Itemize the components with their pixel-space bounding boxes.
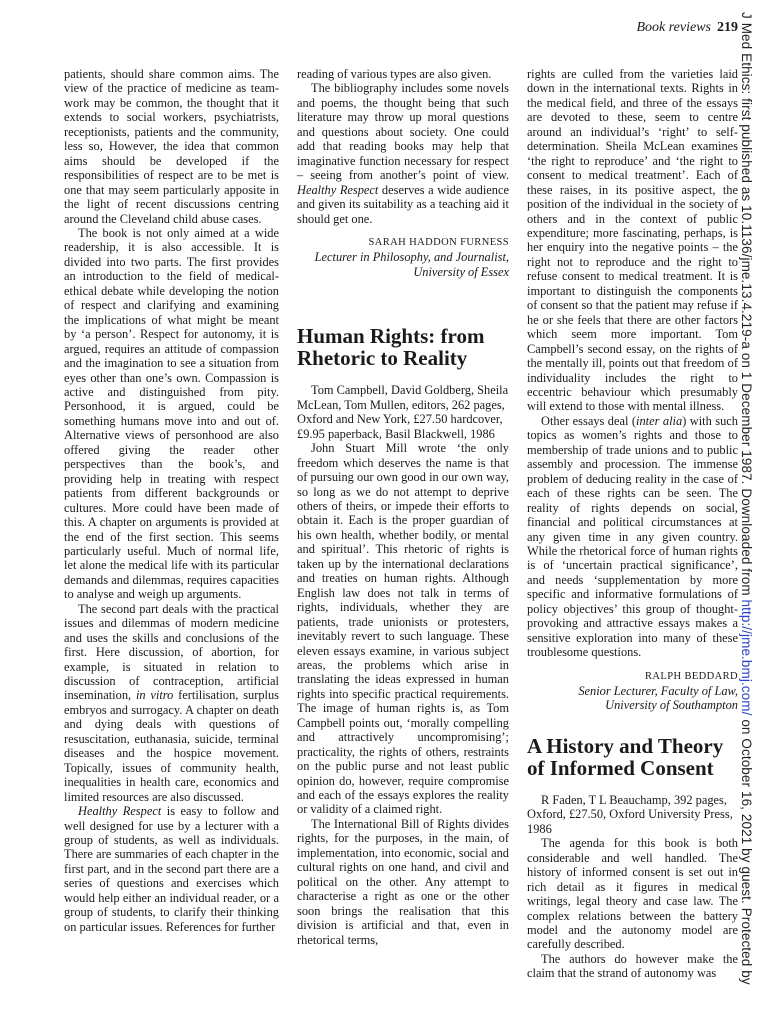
paragraph: The authors do however make the claim that the strand of autonomy was (527, 951, 738, 981)
bibliographic-details: R Faden, T L Beauchamp, 392 pages, Oxford, £27.50, Oxford University Press, 1986 (527, 792, 733, 836)
reviewer-name: SARAH HADDON FURNESS (368, 236, 509, 248)
paragraph (297, 81, 509, 226)
paragraph: rights are culled from the varieties laid down in the international texts. Rights in the medical field, and three of the essays are devoted to these, seem to centre around an individual’s ‘right’ to self-determination. Sheila McLean examines ‘the right to reproduce’ and ‘the right to consent to medical treatment’. Each of these raises, in its positive aspect, the position of the individual in the society of others and in the context of public expenditure; more fascinating, perhaps, is her enquiry into the negative points – the right not to reproduce and the right to refuse consent to medical treatment. It is important to distinguish the components of consent so that the patient may refuse if he or she feels that there are other factors which seem more important. Tom Campbell’s second essay, on the rights of the mentally ill, points out that freedom of individuality includes the right to eccentric behaviour which presumably will extend to those with mental illness. (527, 67, 738, 414)
citation-text: on October 16, 2021 by guest. Protected by (739, 715, 754, 985)
paragraph: The agenda for this book is both considerable and well handled. The history of informed consent is set out in rich detail as it figures in medical writings, legal theory and case law. The complex relations between the battery model and the autonomy model are carefully described. (527, 836, 738, 952)
paragraph: The book is not only aimed at a wide readership, it is also accessible. It is divided into two parts. The first provides an introduction to the field of medical-ethical debate while developing the notion of respect and clarifying and examining the implications of what might be meant by ‘a person’. Respect for autonomy, it is argued, requires an attitude of compassion and the imagination to see a situation from eyes other than one’s own. Compassion is active and distinguished from pity. Personhood, it is argued, could be something humans move into and out of. Alternative views of personhood are also offered giving the reader other perspectives than the book’s, and providing help in treating with respect patients from different backgrounds or cultures. More could have been made of this. A chapter on arguments is provided at the end of the first section. This seems particularly useful. Much of normal life, let alone the medical life with its particular demands and dilemmas, requires capacities to analyse and weigh up arguments. (64, 225, 279, 602)
column-right (527, 67, 738, 981)
paragraph: reading of various types are also given. (297, 67, 492, 81)
paragraph (64, 804, 279, 934)
book-title-italic: Healthy Respect (297, 182, 379, 197)
column-middle (297, 67, 509, 947)
citation-sidebar (739, 12, 754, 985)
text-run: Other essays deal ( (541, 413, 637, 428)
italic-text: in vitro (135, 688, 174, 703)
section-title: Book reviews (636, 20, 711, 35)
page-number: 219 (717, 20, 738, 35)
bibliographic-details: Tom Campbell, David Goldberg, Sheila McLean, Tom Mullen, editors, 262 pages, Oxford and New York, £27.50 hardcover, £9.95 paperback, Basil Blackwell, 1986 (297, 383, 509, 441)
paragraph (64, 602, 279, 804)
text-run: The second part deals with the practical issues and dilemmas of modern medicine and uses the skills and conclusions of the first. Here discussion, of abortion, for example, is situated in relation to discussion of contraception, artificial insemination, (64, 601, 279, 703)
text-run: deserves a wide audience and given its suitability as a teaching aid it should get one. (297, 182, 509, 226)
italic-text: inter alia (636, 413, 683, 428)
reviewer-signature (297, 236, 509, 279)
text-run: ) with such topics as women’s rights and those to membership of trade unions and to public assembly and procession. The immense problem of deducing reality in the case of each of these rights can be seen. The reality of rights depends on social, financial and political circumstances at any given time in any given country. While the rhetorical force of human rights is of ‘uncertain practical significance’, and needs ‘supplementation by more specific and informative formulations of policy objectives’ this group of thought-provoking and attractive essays makes a sensitive exploration into many of these troublesome questions. (527, 413, 739, 660)
reviewer-affiliation: Lecturer in Philosophy, and Journalist, (314, 250, 509, 265)
review-title: Human Rights: from Rhetoric to Reality (297, 324, 485, 371)
journal-link[interactable]: http://jme.bmj.com/ (739, 599, 754, 716)
column-left (64, 67, 279, 934)
review-title: A History and Theory of Informed Consent (527, 733, 724, 780)
text-run: is easy to follow and well designed for use by a lecturer with a group of students, as well as individuals. There are summaries of each chapter in the first part, and in the second part there are a series of questions and exercises which would help either an individual reader, or a group of students, to clarify their thinking on particular issues. References for further (64, 804, 279, 934)
reviewer-institution: University of Southampton (605, 698, 738, 713)
paragraph: John Stuart Mill wrote ‘the only freedom which deserves the name is that of pursuing our own good in our own way, so long as we do not attempt to deprive others of theirs, or impede their efforts to obtain it. Each is the proper guardian of his own health, whether bodily, or mental and spiritual’. This rhetoric of rights is taken up by the international declarations and treaties on human rights. Although English law does not talk in terms of rights, individuals, whether they are patients, trade unionists or protesters, inevitably revert to such language. These eleven essays examine, in various subject areas, the problems which arise in translating the ideas expressed in human rights into specific practical requirements. The image of human rights is, as Tom Campbell points out, ‘morally compelling and attractively uncompromising’; practicality, the rights of others, restraints on the public purse and not least public opinion do, however, require compromise and each of the essays explores the reality or validity of a claimed right. (297, 441, 509, 817)
paragraph (527, 414, 738, 660)
citation-text: J Med Ethics: first published as 10.1136/jme.13.4.219-a on 1 December 1987. Downloaded from (739, 12, 754, 600)
text-run: The bibliography includes some novels and poems, the thought being that such literature may throw up moral questions and questions about society. One could add that reading books may help that imaginative function necessary for respect – seeing from another’s point of view. (297, 81, 509, 183)
reviewer-institution: University of Essex (413, 264, 509, 279)
book-title-italic: Healthy Respect (78, 804, 162, 819)
paragraph: The International Bill of Rights divides rights, for the purposes, in the main, of implementation, into economic, social and cultural rights on one hand, and civil and political on the other. Any attempt to characterise a right as one or the other soon brings the realisation that this division is artificial and that, even in rhetorical terms, (297, 816, 509, 947)
reviewer-name: RALPH BEDDARD (645, 670, 738, 682)
reviewer-affiliation: Senior Lecturer, Faculty of Law, (578, 684, 738, 699)
text-run: fertilisation, surplus embryos and surrogacy. A chapter on death and dying deals with questions of resuscitation, euthanasia, suicide, terminal diseases and the hospice movement. Topically, issues of community health, inequalities in health care, economics and limited resources are also discussed. (64, 688, 279, 804)
reviewer-signature (527, 670, 738, 713)
running-header (620, 20, 738, 36)
paragraph: patients, should share common aims. The view of the practice of medicine as team-work may be common, the thought that it extends to social workers, psychiatrists, receptionists, patients and the community, less so, However, the idea that common aims should be developed if the responsibilities of respect are to be met is one that may seem particularly apposite in the light of recent discussions centring around the Cleveland child abuse cases. (64, 67, 279, 226)
